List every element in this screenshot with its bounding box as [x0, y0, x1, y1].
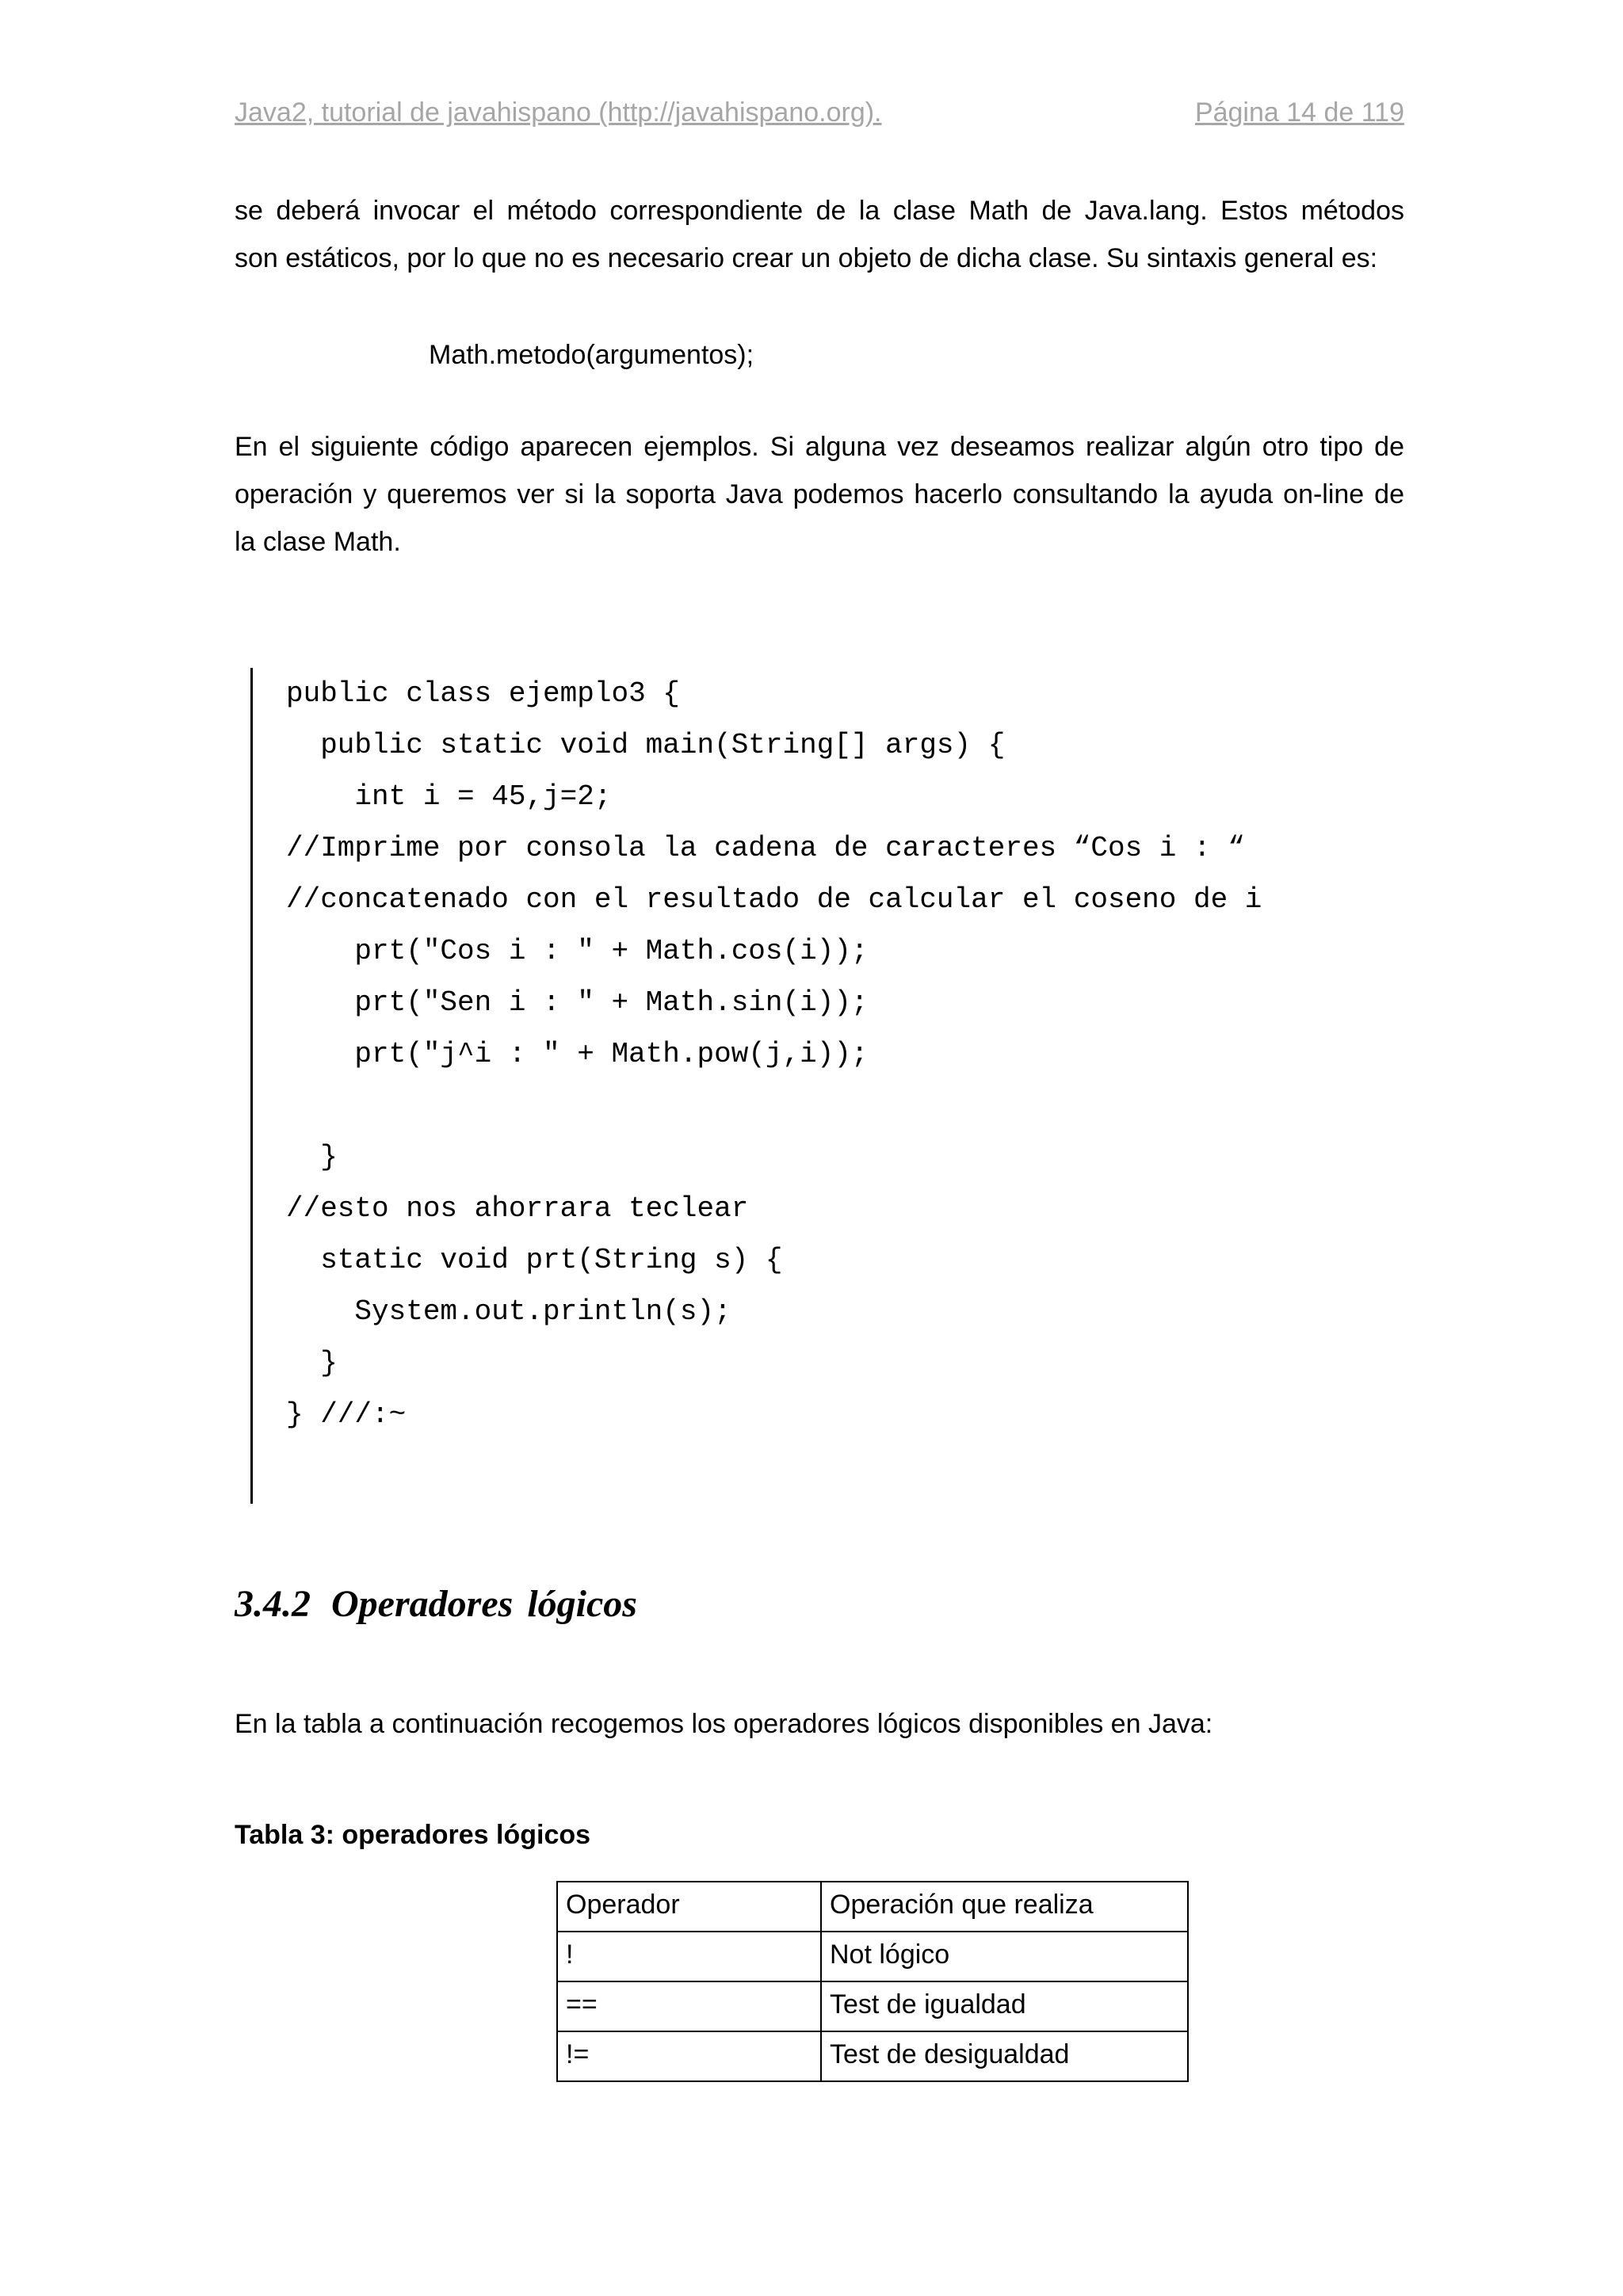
table-row: [557, 2031, 1188, 2081]
paragraph-line: se deberá invocar el método correspondiente de la clase Math de Java.lang. Estos métodos: [235, 196, 1404, 226]
table-header-row: [557, 1882, 1188, 1932]
paragraph-line: la clase Math.: [235, 527, 401, 557]
paragraph-line: operación y queremos ver si la soporta Java podemos hacerlo consultando la ayuda on-line de: [235, 479, 1404, 509]
table-header-cell: Operador: [557, 1882, 821, 1932]
table-cell-operation: Not lógico: [821, 1932, 1188, 1981]
paragraph-line: En el siguiente código aparecen ejemplos. Si alguna vez deseamos realizar algún otro tipo de: [235, 432, 1404, 462]
paragraph-table-intro: En la tabla a continuación recogemos los operadores lógicos disponibles en Java:: [235, 1709, 1213, 1739]
code-text: public class ejemplo3 { public static void main(String[] args) { int i = 45,j=2; //Imprime por consola la cadena de caracteres “Cos i : “ //concatenado con el resultado de calcular el coseno de i prt("Cos i : " + Math.cos(i)); prt("Sen i : " + Math.sin(i)); prt("j^i : " + Math.pow(j,i)); } //esto nos ahorrara teclear static void prt(String s) { System.out.println(s); } } ///:~: [286, 677, 1262, 1431]
table-cell-operation: Test de desigualdad: [821, 2031, 1188, 2081]
logical-operators-table: [556, 1881, 1189, 2082]
table-row: [557, 1981, 1188, 2031]
section-heading: [235, 1577, 637, 1632]
section-number: 3.4.2: [235, 1583, 311, 1625]
section-title: Operadores lógicos: [331, 1583, 637, 1625]
syntax-example: Math.metodo(argumentos);: [429, 340, 754, 370]
page-header-title: Java2, tutorial de javahispano (http://javahispano.org).: [235, 97, 882, 128]
page-number: Página 14 de 119: [1194, 97, 1404, 128]
paragraph-math-methods: [235, 187, 1404, 282]
code-listing: [250, 668, 1426, 1504]
table-header-cell: Operación que realiza: [821, 1882, 1188, 1932]
paragraph-examples: [235, 423, 1404, 566]
table-cell-operator: !: [557, 1932, 821, 1981]
paragraph-line: son estáticos, por lo que no es necesario crear un objeto de dicha clase. Su sintaxis general es:: [235, 243, 1378, 273]
table-cell-operation: Test de igualdad: [821, 1981, 1188, 2031]
table-cell-operator: !=: [557, 2031, 821, 2081]
table-caption: Tabla 3: operadores lógicos: [235, 1820, 591, 1850]
table-row: [557, 1932, 1188, 1981]
table-cell-operator: ==: [557, 1981, 821, 2031]
